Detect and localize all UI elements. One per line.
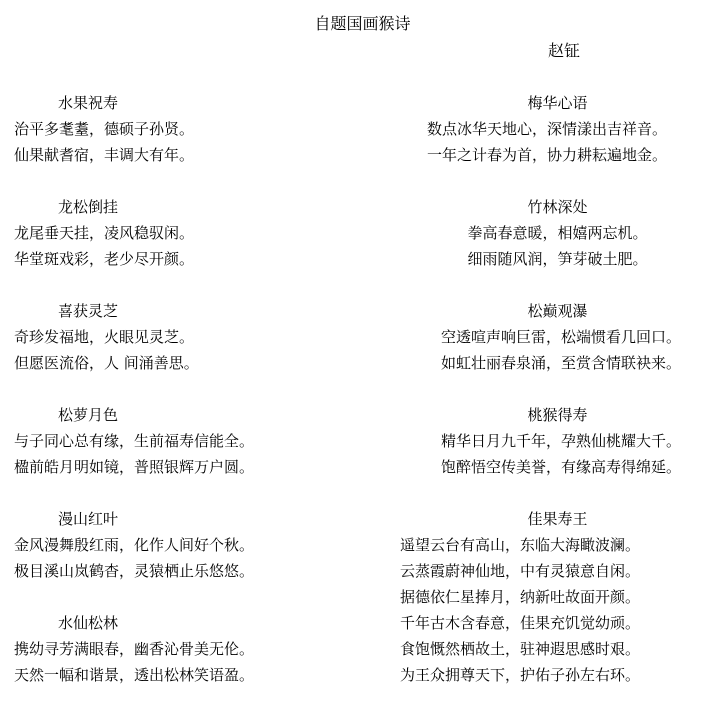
right-column bbox=[395, 90, 720, 684]
poem-line: 治平多耄耋，德硕子孙贤。 bbox=[14, 120, 195, 138]
poem bbox=[395, 194, 720, 298]
poem-title: 漫山红叶 bbox=[58, 510, 119, 528]
poem-line: 据德依仁星捧月，纳新吐故面开颜。 bbox=[400, 588, 641, 606]
poem-line: 饱醉悟空传美誉，有缘高寿得绵延。 bbox=[441, 458, 682, 476]
poem-title: 松萝月色 bbox=[58, 406, 119, 424]
poem-title: 桃猴得寿 bbox=[527, 406, 588, 424]
poem bbox=[395, 506, 720, 684]
poem-line: 遥望云台有高山，东临大海瞰波澜。 bbox=[400, 536, 641, 554]
poem-line: 仙果献耆宿，丰调大有年。 bbox=[14, 146, 195, 164]
poem-line: 空透喧声响巨雷，松端惯看几回口。 bbox=[441, 328, 682, 346]
poem-title: 竹林深处 bbox=[527, 198, 588, 216]
poem-title: 喜获灵芝 bbox=[58, 302, 119, 320]
poem-line: 但愿医流俗，人 间涌善思。 bbox=[14, 354, 199, 372]
poem-line: 食饱慨然栖故土，驻神遐思感时艰。 bbox=[400, 640, 641, 658]
poem bbox=[14, 194, 344, 298]
left-column bbox=[14, 90, 344, 714]
poem-line: 千年古木含春意，佳果充饥觉幼顽。 bbox=[400, 614, 641, 632]
poem-line: 数点冰华天地心，深情漾出吉祥音。 bbox=[427, 120, 668, 138]
poem-line: 与子同心总有缘，生前福寿信能全。 bbox=[14, 432, 255, 450]
poem-line: 云蒸霞蔚神仙地，中有灵猿意自闲。 bbox=[400, 562, 641, 580]
poem-title: 松巅观瀑 bbox=[527, 302, 588, 320]
poem-line: 极目溪山岚鹤杳，灵猿栖止乐悠悠。 bbox=[14, 562, 255, 580]
poem-title: 水仙松林 bbox=[58, 614, 119, 632]
poem-line: 金风漫舞殷红雨，化作人间好个秋。 bbox=[14, 536, 255, 554]
poem-title: 梅华心语 bbox=[527, 94, 588, 112]
poem-line: 为王众拥尊天下，护佑子孙左右环。 bbox=[400, 666, 641, 684]
poem bbox=[395, 90, 720, 194]
poem-title: 龙松倒挂 bbox=[58, 198, 119, 216]
poem-line: 携幼寻芳满眼春，幽香沁骨美无伦。 bbox=[14, 640, 255, 658]
poem-line: 细雨随风润，笋芽破土肥。 bbox=[467, 250, 648, 268]
poem-line: 拳高春意暖，相嬉两忘机。 bbox=[467, 224, 648, 242]
document-title: 自题国画猴诗 bbox=[314, 14, 411, 33]
poem bbox=[14, 506, 344, 610]
poem-line: 精华日月九千年，孕熟仙桃耀大千。 bbox=[441, 432, 682, 450]
poem-line: 龙尾垂天挂，凌风稳驭闲。 bbox=[14, 224, 195, 242]
poem-title: 佳果寿王 bbox=[527, 510, 588, 528]
poem bbox=[14, 298, 344, 402]
poem bbox=[14, 90, 344, 194]
poem bbox=[14, 610, 344, 714]
poem-line: 奇珍发福地，火眼见灵芝。 bbox=[14, 328, 195, 346]
poem-line: 天然一幅和谐景，透出松林笑语盈。 bbox=[14, 666, 255, 684]
poem-line: 楹前皓月明如镜，普照银辉万户圆。 bbox=[14, 458, 255, 476]
poem-line: 一年之计春为首，协力耕耘遍地金。 bbox=[427, 146, 668, 164]
poem bbox=[395, 298, 720, 402]
poem bbox=[395, 402, 720, 506]
poem-line: 如虹壮丽春泉涌，至赏含情联袂来。 bbox=[441, 354, 682, 372]
poem bbox=[14, 402, 344, 506]
poem-title: 水果祝寿 bbox=[58, 94, 119, 112]
author-name: 赵钲 bbox=[548, 41, 581, 60]
poem-line: 华堂斑戏彩，老少尽开颜。 bbox=[14, 250, 195, 268]
